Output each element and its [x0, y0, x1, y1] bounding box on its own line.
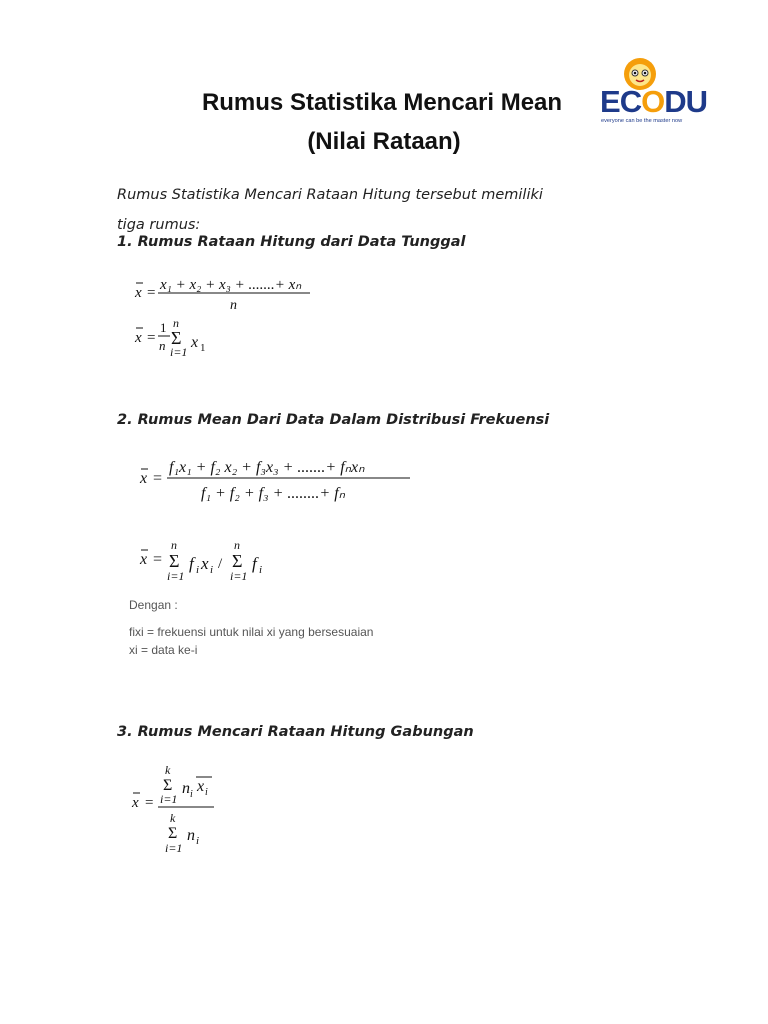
- svg-text:i: i: [190, 789, 193, 800]
- svg-text:x: x: [197, 778, 205, 795]
- svg-text:f₁x₁ + f₂ x₂ + f₃x₃ + .......+: f₁x₁ + f₂ x₂ + f₃x₃ + .......+ fₙxₙ: [169, 459, 365, 476]
- formula-mean-frequency: [135, 450, 425, 506]
- note-fixi: fixi = frekuensi untuk nilai xi yang bersesuaian: [129, 625, 374, 639]
- svg-text:x: x: [140, 470, 148, 487]
- svg-text:=: =: [147, 285, 156, 301]
- svg-text:n: n: [171, 538, 177, 552]
- formula-combined-mean: [128, 760, 238, 860]
- svg-text:i: i: [259, 564, 263, 576]
- svg-text:i: i: [196, 564, 200, 576]
- ecodu-logo: [596, 50, 714, 150]
- svg-text:i=1: i=1: [160, 792, 178, 806]
- svg-text:Σ: Σ: [169, 551, 180, 571]
- svg-text:i=1: i=1: [167, 569, 185, 583]
- svg-text:x: x: [191, 334, 199, 351]
- svg-text:n: n: [234, 538, 240, 552]
- svg-text:=: =: [153, 470, 163, 487]
- svg-text:x: x: [140, 551, 148, 568]
- formula-mean-single-data: [130, 272, 330, 314]
- svg-text:k: k: [165, 763, 171, 777]
- section-3-heading: 3. Rumus Mencari Rataan Hitung Gabungan: [117, 724, 474, 740]
- svg-text:f: f: [189, 554, 194, 573]
- svg-text:Σ: Σ: [163, 777, 173, 794]
- svg-text:x: x: [201, 554, 209, 573]
- svg-text:/: /: [218, 556, 223, 572]
- svg-text:n: n: [182, 780, 190, 797]
- svg-text:1: 1: [200, 342, 206, 354]
- page-subtitle: (Nilai Rataan): [307, 128, 461, 155]
- svg-text:Σ: Σ: [232, 551, 243, 571]
- svg-text:f₁ + f₂ + f₃ + ........+ fₙ: f₁ + f₂ + f₃ + ........+ fₙ: [201, 485, 346, 502]
- intro-line-2: tiga rumus:: [117, 217, 201, 233]
- svg-text:=: =: [153, 551, 163, 568]
- note-xi: xi = data ke-i: [129, 643, 198, 657]
- svg-text:i: i: [210, 564, 214, 576]
- svg-text:n: n: [230, 298, 237, 313]
- svg-text:i=1: i=1: [170, 345, 188, 359]
- svg-text:x₁ + x₂ + x₃ + .......+ xₙ: x₁ + x₂ + x₃ + .......+ xₙ: [160, 277, 302, 293]
- svg-text:Σ: Σ: [171, 328, 182, 348]
- svg-text:n: n: [173, 316, 179, 330]
- intro-paragraph: [117, 180, 617, 240]
- page-title: Rumus Statistika Mencari Mean: [201, 89, 563, 116]
- logo-wordmark: ECODU: [600, 84, 707, 119]
- svg-text:Σ: Σ: [168, 825, 178, 842]
- svg-text:=: =: [147, 330, 156, 346]
- section-2-heading: 2. Rumus Mean Dari Data Dalam Distribusi Frekuensi: [117, 412, 550, 428]
- svg-text:x: x: [135, 330, 142, 346]
- svg-text:k: k: [170, 811, 176, 825]
- svg-text:1: 1: [160, 320, 167, 335]
- note-dengan: Dengan :: [129, 598, 178, 612]
- svg-text:=: =: [145, 795, 154, 811]
- formula-mean-frequency-sigma: [135, 538, 285, 588]
- svg-text:x: x: [132, 795, 139, 811]
- svg-text:i=1: i=1: [165, 841, 183, 855]
- section-1-heading: 1. Rumus Rataan Hitung dari Data Tunggal: [117, 234, 466, 250]
- svg-text:n: n: [187, 827, 195, 844]
- formula-mean-single-sigma: [130, 318, 250, 368]
- svg-text:i: i: [205, 787, 208, 798]
- svg-text:x: x: [135, 285, 142, 301]
- svg-text:n: n: [159, 338, 166, 353]
- intro-line-1: Rumus Statistika Mencari Rataan Hitung tersebut memiliki: [117, 187, 543, 203]
- logo-tagline: everyone can be the master now: [601, 118, 683, 124]
- svg-text:i=1: i=1: [230, 569, 248, 583]
- svg-text:f: f: [252, 554, 257, 573]
- svg-text:i: i: [196, 835, 200, 847]
